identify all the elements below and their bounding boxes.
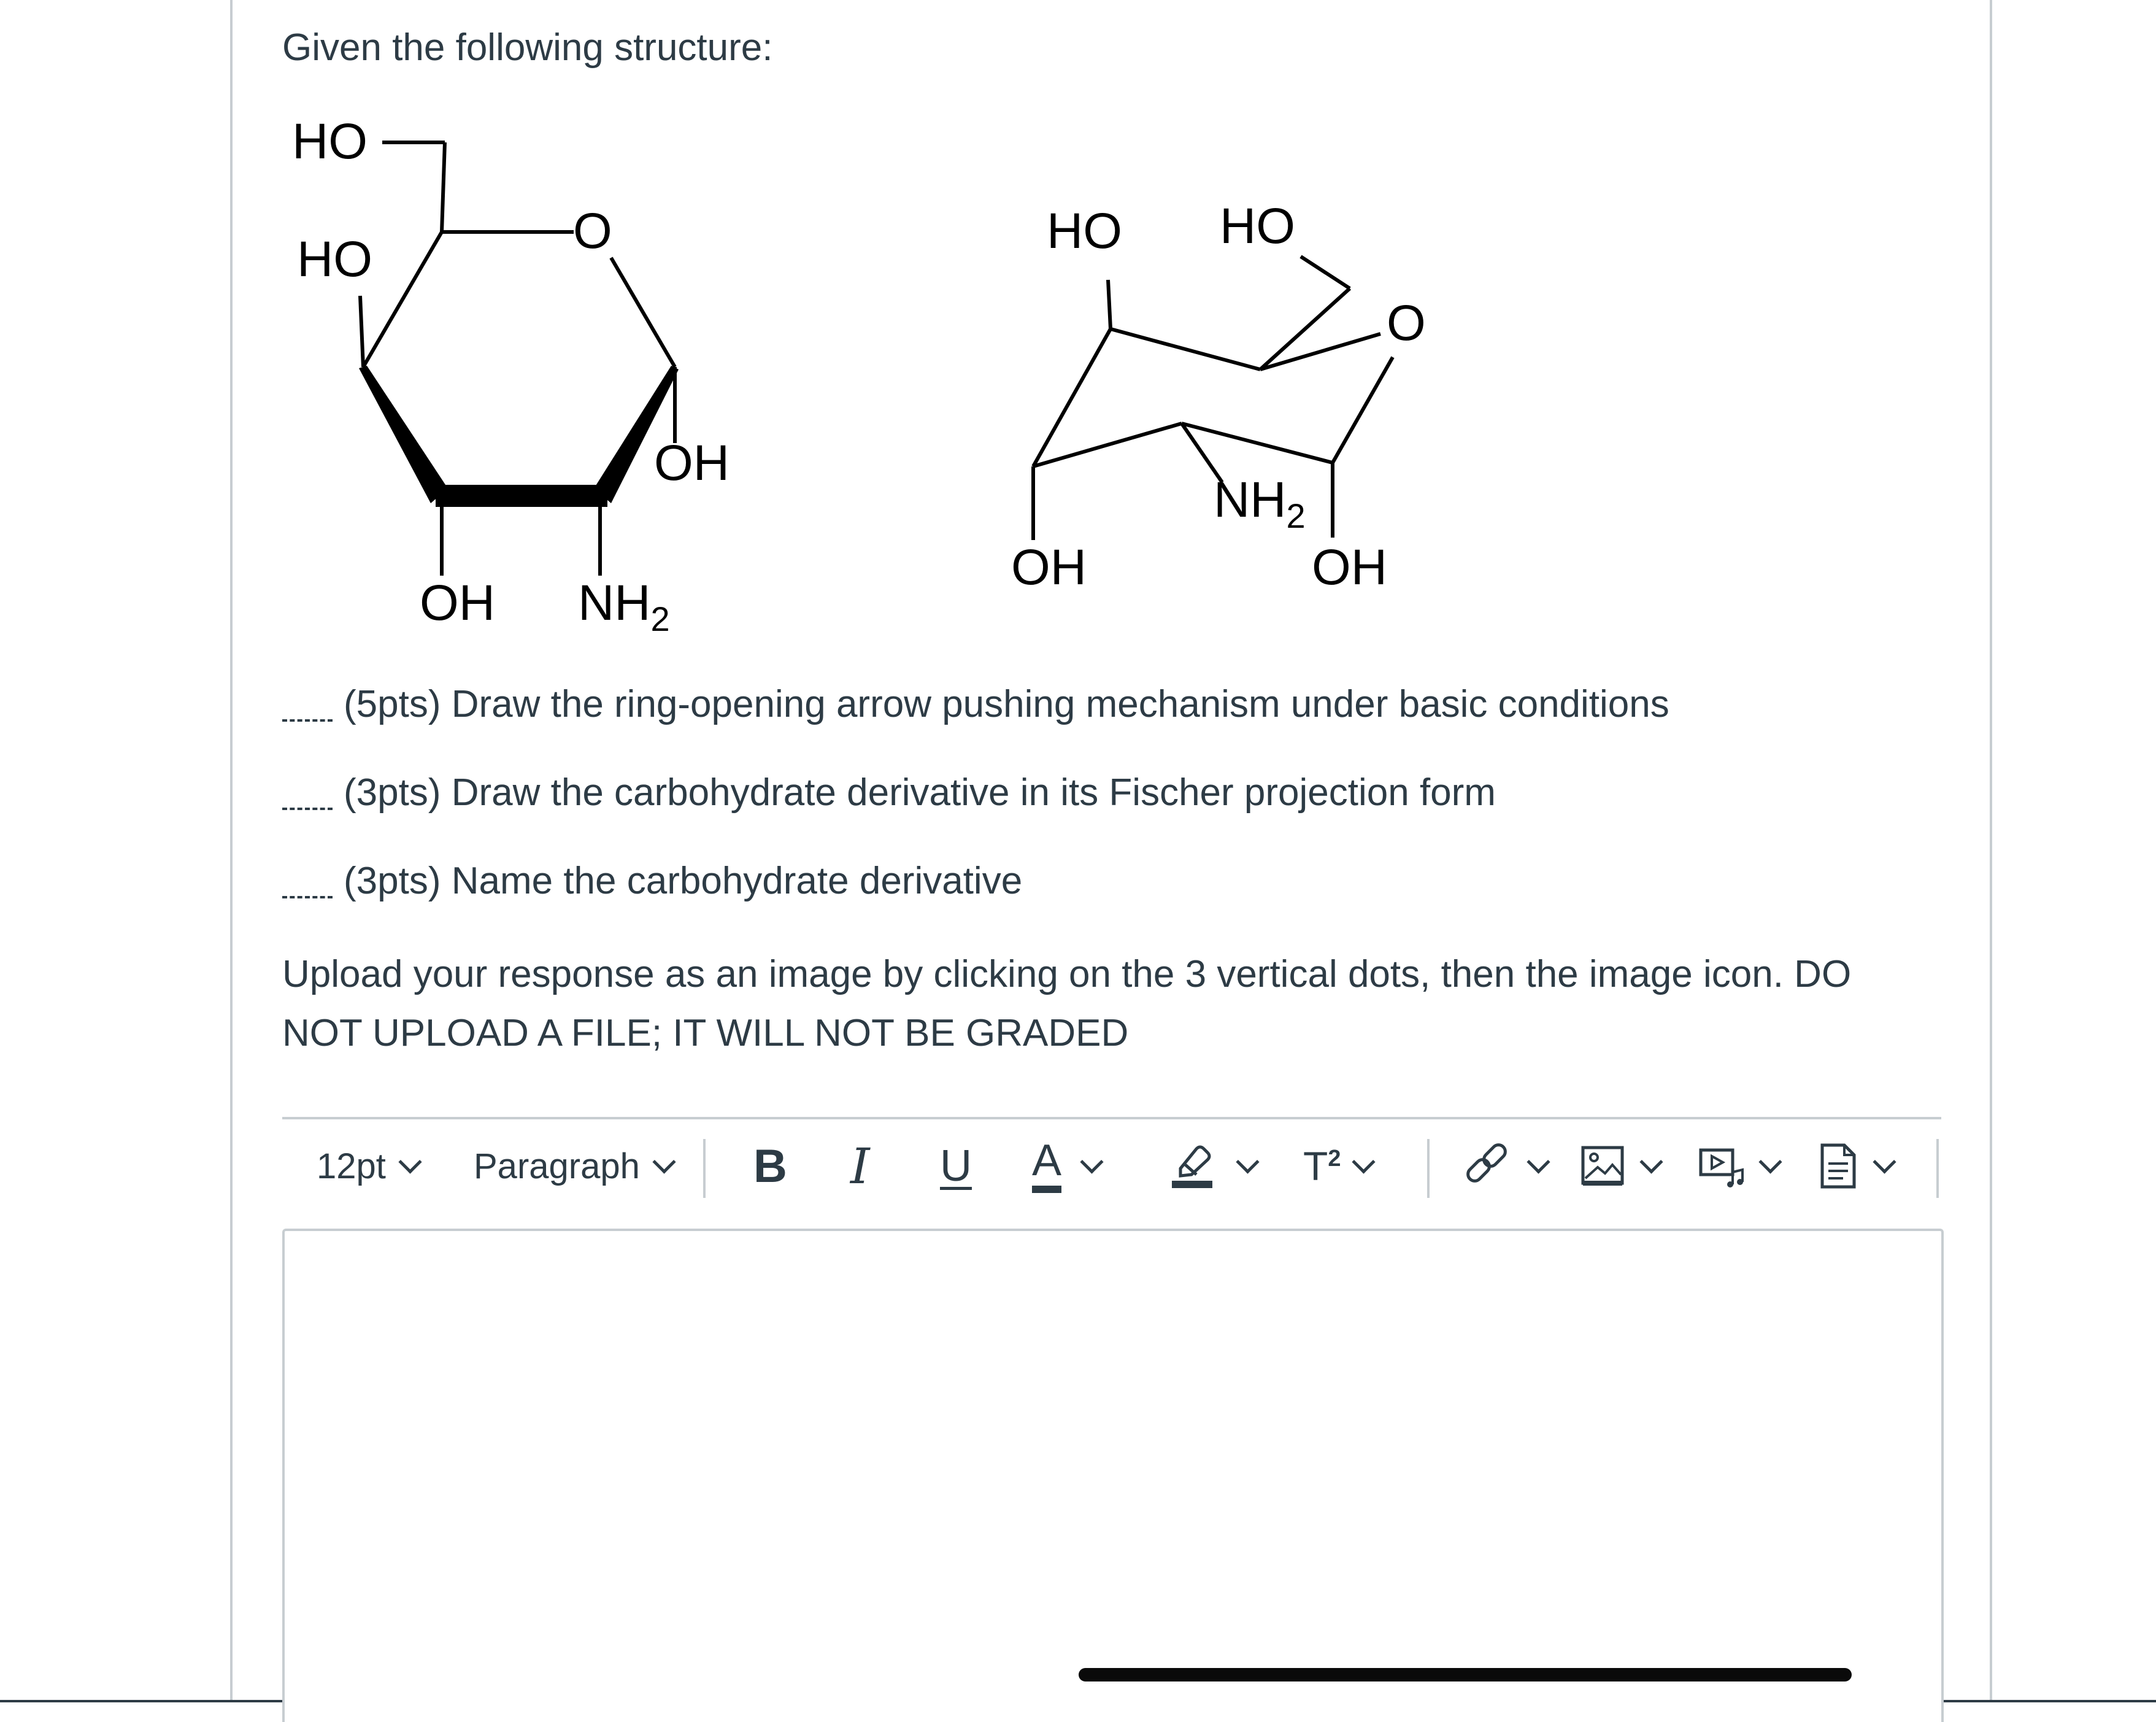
- haworth-wedge-left: [359, 366, 448, 503]
- label-ho-top: HO: [292, 114, 368, 169]
- label-ho-a: HO: [1047, 203, 1122, 259]
- document-icon: [1819, 1143, 1858, 1189]
- chevron-down-icon: [1080, 1150, 1103, 1173]
- block-format-dropdown[interactable]: [474, 1129, 672, 1203]
- content-frame-left-border: [230, 0, 233, 1702]
- label-oh-right-chair: OH: [1312, 539, 1387, 595]
- task-fischer: [282, 771, 1496, 814]
- task-text: (3pts) Draw the carbohydrate derivative in its Fischer projection form: [344, 771, 1496, 814]
- chevron-down-icon: [1527, 1150, 1550, 1173]
- question-intro: Given the following structure:: [282, 26, 773, 69]
- chevron-down-icon: [1639, 1150, 1663, 1173]
- image-icon: [1580, 1144, 1625, 1188]
- italic-icon: I: [850, 1137, 870, 1195]
- chevron-down-icon: [398, 1150, 422, 1173]
- media-button[interactable]: [1698, 1129, 1779, 1203]
- chemical-structures: [270, 104, 1497, 657]
- editor-toolbar: [282, 1129, 1941, 1203]
- bold-button[interactable]: [753, 1129, 787, 1203]
- underline-button[interactable]: [940, 1129, 972, 1203]
- task-mechanism: [282, 682, 1669, 726]
- structure-drawing: [270, 104, 1497, 657]
- haworth-bold-bottom: [436, 485, 607, 507]
- toolbar-separator: [1936, 1139, 1939, 1198]
- document-button[interactable]: [1819, 1129, 1893, 1203]
- font-size-dropdown[interactable]: [317, 1129, 418, 1203]
- horizontal-scroll-indicator[interactable]: [1079, 1668, 1852, 1681]
- task-text: (3pts) Name the carbohydrate derivative: [344, 860, 1023, 902]
- label-oh-right: OH: [654, 435, 730, 491]
- answer-blank: [282, 807, 333, 810]
- bold-icon: B: [753, 1140, 787, 1192]
- superscript-button[interactable]: [1303, 1129, 1372, 1203]
- label-nh2-right: $NH_2$: [1214, 472, 1306, 535]
- chevron-down-icon: [1758, 1150, 1782, 1173]
- label-ho-b: HO: [1220, 198, 1295, 254]
- superscript-icon: $T^2$: [1303, 1143, 1341, 1189]
- chair-structure: [1033, 257, 1393, 540]
- label-oh-bottom: OH: [420, 575, 495, 631]
- editor-content[interactable]: [285, 1231, 1941, 1722]
- answer-blank: [282, 895, 333, 898]
- answer-blank: [282, 719, 333, 722]
- chevron-down-icon: [1352, 1150, 1376, 1173]
- rich-text-editor-area[interactable]: [282, 1229, 1944, 1722]
- label-ring-o-right: O: [1387, 295, 1426, 351]
- link-button[interactable]: [1463, 1129, 1547, 1203]
- italic-button[interactable]: [850, 1129, 870, 1203]
- editor-top-divider: [282, 1117, 1941, 1119]
- highlighter-icon: [1172, 1141, 1215, 1191]
- block-format-value: Paragraph: [474, 1146, 640, 1186]
- text-color-button[interactable]: [1032, 1129, 1100, 1203]
- underline-icon: U: [940, 1141, 972, 1191]
- haworth-structure: [360, 142, 675, 576]
- content-frame-right-border: [1990, 0, 1992, 1702]
- highlight-color-button[interactable]: [1172, 1129, 1256, 1203]
- chevron-down-icon: [1236, 1150, 1259, 1173]
- text-color-icon: A: [1032, 1139, 1061, 1193]
- upload-instructions: Upload your response as an image by clicking on the 3 vertical dots, then the image icon. DO NOT UPLOAD A FILE; IT WILL NOT BE GRADED: [282, 953, 1852, 1054]
- label-oh-left: OH: [1011, 539, 1087, 595]
- chevron-down-icon: [1873, 1150, 1896, 1173]
- toolbar-separator: [1427, 1139, 1430, 1198]
- font-size-value: 12pt: [317, 1146, 386, 1186]
- image-button[interactable]: [1580, 1129, 1660, 1203]
- task-text: (5pts) Draw the ring-opening arrow pushing mechanism under basic conditions: [344, 683, 1669, 725]
- label-ho-mid: HO: [297, 231, 372, 287]
- media-icon: [1698, 1144, 1746, 1188]
- label-nh2-bottom: $NH_2$: [578, 575, 670, 638]
- link-icon: [1463, 1141, 1512, 1191]
- toolbar-separator: [703, 1139, 706, 1198]
- label-ring-o-left: O: [573, 203, 612, 259]
- chevron-down-icon: [652, 1150, 676, 1173]
- task-name: [282, 859, 1022, 903]
